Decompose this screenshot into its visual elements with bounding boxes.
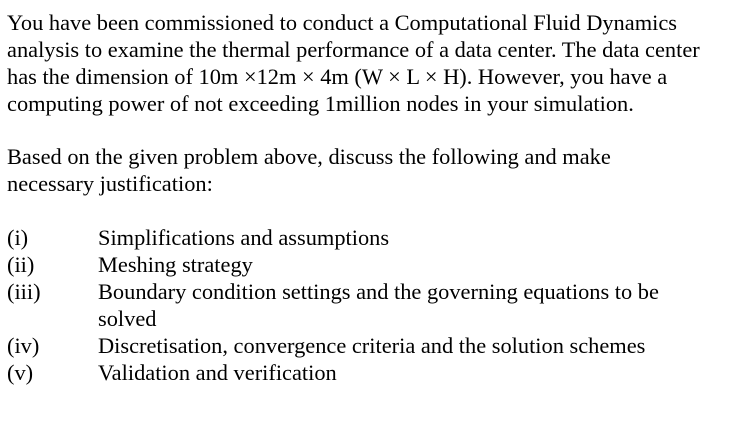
problem-statement: You have been commissioned to conduct a Computational Fluid Dynamics analysis to examine the thermal performance of a data center. The data center has the dimension of 10m ×12m × 4m (W × L × H). However, you have a computing power of not exceeding 1million nodes in your simulation. [7, 10, 700, 116]
task-list [7, 224, 737, 386]
item-text: Boundary condition settings and the governing equations to be solved [98, 279, 659, 331]
item-text: Meshing strategy [98, 252, 253, 277]
item-number: (i) [7, 225, 29, 250]
question-prompt: Based on the given problem above, discuss the following and make necessary justification: [7, 144, 611, 196]
item-number: (ii) [7, 252, 35, 277]
item-text: Validation and verification [98, 360, 337, 385]
document-body [7, 9, 737, 386]
list-item [7, 359, 737, 386]
list-item [7, 251, 737, 278]
item-text: Discretisation, convergence criteria and the solution schemes [98, 333, 646, 358]
item-number: (v) [7, 360, 34, 385]
item-number: (iii) [7, 279, 41, 304]
list-item [7, 332, 737, 359]
list-item [7, 278, 737, 332]
item-text: Simplifications and assumptions [98, 225, 390, 250]
item-number: (iv) [7, 333, 40, 358]
list-item [7, 224, 737, 251]
